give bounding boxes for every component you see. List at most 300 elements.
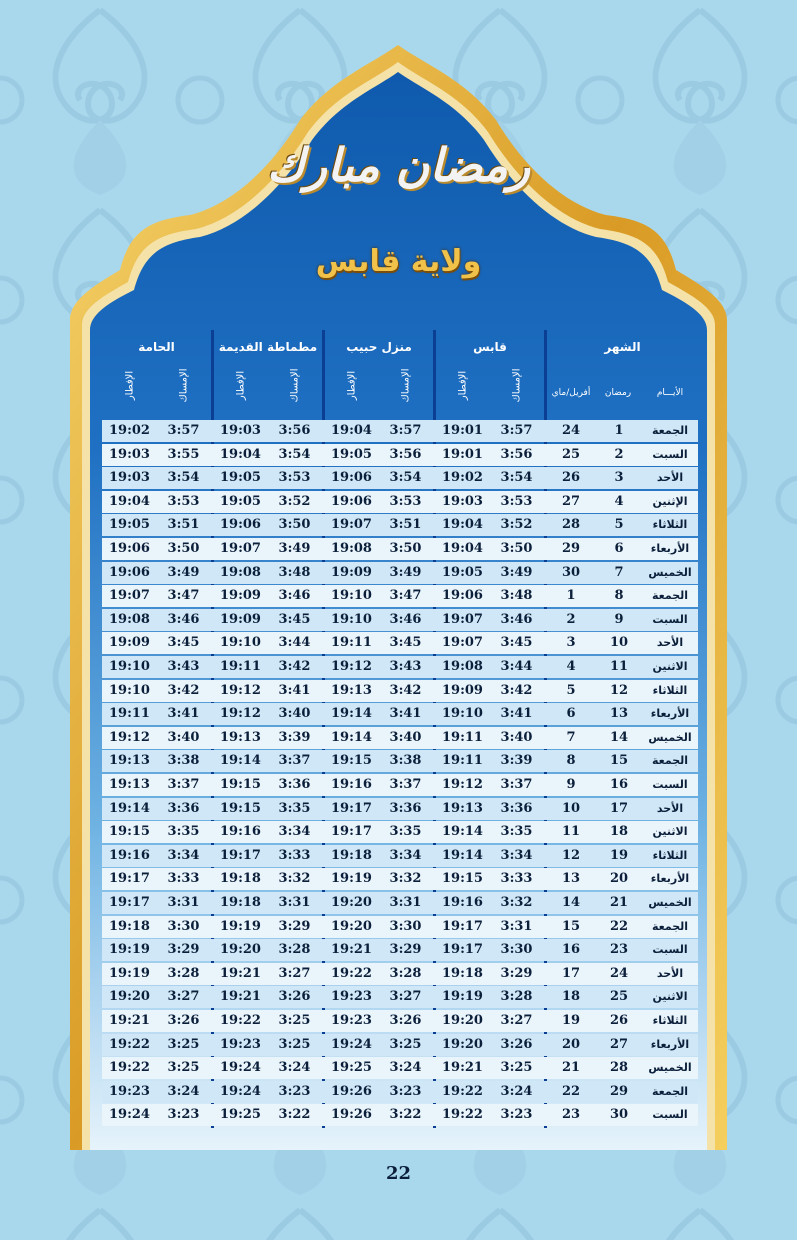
imsak-time: 3:24 (389, 1060, 422, 1076)
iftar-time: 19:07 (442, 611, 483, 627)
table-row (102, 491, 698, 513)
ramadan-day: 18 (609, 824, 629, 840)
prayer-times-table (102, 330, 698, 1128)
iftar-time: 19:14 (331, 706, 372, 722)
iftar-time: 19:05 (109, 517, 150, 533)
imsak-time: 3:56 (278, 423, 311, 438)
iftar-time: 19:21 (220, 989, 261, 1005)
iftar-time: 19:25 (331, 1060, 372, 1076)
imsak-time: 3:26 (389, 1013, 422, 1028)
weekday-name: الجمعة (651, 754, 689, 768)
header-iftar: الإفطار (124, 370, 136, 401)
ramadan-day: 21 (609, 895, 629, 910)
iftar-time: 19:12 (442, 777, 483, 792)
imsak-time: 3:29 (500, 965, 533, 981)
gregorian-day: 5 (566, 682, 576, 698)
iftar-time: 19:15 (109, 824, 150, 840)
imsak-time: 3:23 (278, 1083, 311, 1099)
table-row (102, 1081, 698, 1103)
weekday-name: الاثنين (652, 825, 688, 839)
imsak-time: 3:45 (389, 635, 422, 651)
imsak-time: 3:54 (389, 470, 422, 486)
iftar-time: 19:19 (109, 942, 150, 958)
iftar-time: 19:06 (109, 564, 150, 580)
imsak-time: 3:28 (278, 942, 311, 958)
weekday-name: الجمعة (651, 1084, 689, 1098)
iftar-time: 19:24 (220, 1083, 261, 1099)
imsak-time: 3:26 (167, 1013, 200, 1028)
gregorian-day: 29 (561, 541, 581, 556)
imsak-time: 3:43 (389, 659, 422, 674)
iftar-time: 19:05 (331, 446, 372, 462)
header-city-2: منزل حبيب (346, 340, 412, 354)
table-row (102, 632, 698, 654)
imsak-time: 3:51 (167, 517, 200, 533)
iftar-time: 19:11 (220, 659, 261, 674)
gregorian-day: 15 (561, 918, 581, 934)
header-imsak: الإمساك (178, 368, 190, 403)
table-row (102, 1104, 698, 1126)
header-days: الأيـــام (656, 388, 684, 398)
imsak-time: 3:37 (278, 753, 311, 769)
imsak-time: 3:32 (389, 871, 422, 887)
table-row (102, 798, 698, 820)
imsak-time: 3:43 (167, 659, 200, 674)
gregorian-day: 12 (561, 847, 581, 863)
imsak-time: 3:25 (167, 1060, 200, 1076)
table-row (102, 750, 698, 772)
iftar-time: 19:12 (220, 706, 261, 722)
weekday-name: الخميس (648, 1061, 692, 1075)
ramadan-day: 12 (609, 682, 629, 698)
iftar-time: 19:09 (220, 588, 261, 604)
iftar-time: 19:20 (220, 942, 261, 958)
iftar-time: 19:18 (109, 918, 150, 934)
iftar-time: 19:01 (442, 446, 483, 462)
imsak-time: 3:37 (167, 777, 200, 792)
iftar-time: 19:18 (220, 871, 261, 887)
iftar-time: 19:04 (109, 493, 150, 509)
imsak-time: 3:23 (389, 1083, 422, 1099)
table-row (102, 444, 698, 466)
gregorian-day: 20 (561, 1036, 581, 1052)
imsak-time: 3:25 (278, 1013, 311, 1028)
iftar-time: 19:17 (442, 918, 483, 934)
iftar-time: 19:11 (442, 753, 483, 769)
ramadan-day: 5 (614, 517, 624, 533)
gregorian-day: 25 (561, 446, 581, 462)
iftar-time: 19:19 (220, 918, 261, 934)
imsak-time: 3:42 (500, 682, 533, 698)
imsak-time: 3:56 (389, 446, 422, 462)
iftar-time: 19:01 (442, 423, 483, 438)
iftar-time: 19:09 (331, 564, 372, 580)
imsak-time: 3:48 (500, 588, 533, 604)
iftar-time: 19:13 (109, 753, 150, 769)
iftar-time: 19:08 (331, 541, 372, 556)
iftar-time: 19:10 (331, 611, 372, 627)
ramadan-day: 15 (609, 753, 629, 769)
iftar-time: 19:19 (331, 871, 372, 887)
imsak-time: 3:38 (167, 753, 200, 769)
imsak-time: 3:37 (500, 777, 533, 792)
header-row-cities (102, 340, 698, 364)
imsak-time: 3:47 (389, 588, 422, 604)
iftar-time: 19:16 (442, 895, 483, 910)
weekday-name: الاثنين (652, 660, 688, 673)
imsak-time: 3:41 (278, 682, 311, 698)
weekday-name: الجمعة (651, 589, 689, 603)
ramadan-day: 2 (614, 446, 624, 462)
iftar-time: 19:23 (331, 1013, 372, 1028)
imsak-time: 3:45 (278, 611, 311, 627)
table-row (102, 703, 698, 725)
iftar-time: 19:26 (331, 1107, 372, 1123)
iftar-time: 19:13 (442, 800, 483, 816)
iftar-time: 19:20 (109, 989, 150, 1005)
table-row (102, 585, 698, 607)
imsak-time: 3:41 (500, 706, 533, 722)
ramadan-day: 3 (614, 470, 624, 486)
imsak-time: 3:25 (389, 1036, 422, 1052)
gregorian-day: 17 (561, 965, 581, 981)
iftar-time: 19:03 (109, 446, 150, 462)
imsak-time: 3:33 (500, 871, 533, 887)
iftar-time: 19:12 (220, 682, 261, 698)
iftar-time: 19:17 (109, 895, 150, 910)
iftar-time: 19:14 (109, 800, 150, 816)
imsak-time: 3:57 (500, 423, 533, 438)
imsak-time: 3:53 (167, 493, 200, 509)
imsak-time: 3:27 (278, 965, 311, 981)
iftar-time: 19:06 (220, 517, 261, 533)
iftar-time: 19:21 (220, 965, 261, 981)
imsak-time: 3:23 (500, 1107, 533, 1123)
iftar-time: 19:14 (442, 847, 483, 863)
ramadan-day: 17 (609, 800, 629, 816)
weekday-name: الإثنين (652, 494, 688, 508)
imsak-time: 3:28 (500, 989, 533, 1005)
table-row (102, 656, 698, 678)
weekday-name: السبت (652, 612, 688, 626)
table-row (102, 868, 698, 890)
table-row (102, 821, 698, 843)
imsak-time: 3:53 (500, 493, 533, 509)
imsak-time: 3:49 (167, 564, 200, 580)
imsak-time: 3:40 (167, 729, 200, 745)
iftar-time: 19:18 (442, 965, 483, 981)
ramadan-day: 20 (609, 871, 629, 887)
iftar-time: 19:04 (220, 446, 261, 462)
iftar-time: 19:11 (109, 706, 150, 722)
iftar-time: 19:10 (331, 588, 372, 604)
gregorian-day: 27 (561, 493, 581, 509)
iftar-time: 19:15 (220, 777, 261, 792)
imsak-time: 3:57 (389, 423, 422, 438)
iftar-time: 19:12 (331, 659, 372, 674)
imsak-time: 3:49 (500, 564, 533, 580)
iftar-time: 19:21 (109, 1013, 150, 1028)
imsak-time: 3:25 (278, 1036, 311, 1052)
ramadan-mubarak-calligraphy: رمضان مبارك (266, 138, 531, 192)
iftar-time: 19:20 (442, 1036, 483, 1052)
imsak-time: 3:36 (500, 800, 533, 816)
weekday-name: الأحد (656, 801, 684, 815)
ramadan-day: 13 (609, 706, 629, 722)
iftar-time: 19:18 (331, 847, 372, 863)
ramadan-day: 22 (609, 918, 629, 934)
imsak-time: 3:29 (278, 918, 311, 934)
weekday-name: الثلاثاء (652, 848, 688, 862)
iftar-time: 19:06 (331, 493, 372, 509)
gregorian-day: 2 (566, 611, 576, 627)
page-title: ولاية قابس (315, 244, 482, 279)
gregorian-day: 6 (566, 706, 576, 722)
imsak-time: 3:38 (389, 753, 422, 769)
weekday-name: الثلاثاء (652, 683, 688, 697)
ramadan-day: 1 (614, 423, 624, 438)
iftar-time: 19:05 (220, 470, 261, 486)
weekday-name: السبت (652, 943, 688, 957)
weekday-name: السبت (652, 447, 688, 461)
table-row (102, 1010, 698, 1032)
imsak-time: 3:46 (278, 588, 311, 604)
header-imsak: الإمساك (511, 368, 523, 403)
iftar-time: 19:22 (109, 1060, 150, 1076)
iftar-time: 19:15 (442, 871, 483, 887)
imsak-time: 3:56 (500, 446, 533, 462)
imsak-time: 3:35 (389, 824, 422, 840)
imsak-time: 3:42 (278, 659, 311, 674)
weekday-name: الاثنين (652, 990, 688, 1004)
imsak-time: 3:45 (167, 635, 200, 651)
imsak-time: 3:25 (500, 1060, 533, 1076)
ramadan-day: 4 (614, 493, 624, 509)
imsak-time: 3:33 (167, 871, 200, 887)
table-row (102, 963, 698, 985)
gregorian-day: 22 (561, 1083, 581, 1099)
ramadan-day: 28 (609, 1060, 629, 1076)
imsak-time: 3:31 (389, 895, 422, 910)
ramadan-day: 14 (609, 729, 629, 745)
iftar-time: 19:09 (442, 682, 483, 698)
imsak-time: 3:54 (167, 470, 200, 486)
imsak-time: 3:40 (389, 729, 422, 745)
weekday-name: الجمعة (651, 424, 689, 437)
iftar-time: 19:20 (331, 918, 372, 934)
iftar-time: 19:21 (331, 942, 372, 958)
table-row (102, 986, 698, 1008)
table-row (102, 680, 698, 702)
iftar-time: 19:10 (109, 682, 150, 698)
imsak-time: 3:37 (389, 777, 422, 792)
iftar-time: 19:16 (220, 824, 261, 840)
imsak-time: 3:27 (167, 989, 200, 1005)
iftar-time: 19:09 (220, 611, 261, 627)
imsak-time: 3:42 (389, 682, 422, 698)
imsak-time: 3:52 (278, 493, 311, 509)
imsak-time: 3:24 (500, 1083, 533, 1099)
table-row (102, 538, 698, 560)
iftar-time: 19:16 (109, 847, 150, 863)
iftar-time: 19:11 (331, 635, 372, 651)
header-iftar: الإفطار (346, 370, 358, 401)
table-row (102, 1057, 698, 1079)
imsak-time: 3:34 (278, 824, 311, 840)
iftar-time: 19:23 (220, 1036, 261, 1052)
gregorian-day: 11 (561, 824, 581, 840)
iftar-time: 19:25 (220, 1107, 261, 1123)
table-row (102, 1034, 698, 1056)
gregorian-day: 1 (566, 588, 576, 604)
iftar-time: 19:06 (331, 470, 372, 486)
iftar-time: 19:02 (442, 470, 483, 486)
gregorian-day: 30 (561, 564, 581, 580)
imsak-time: 3:32 (500, 895, 533, 910)
table-row (102, 845, 698, 867)
ramadan-day: 30 (609, 1107, 629, 1123)
imsak-time: 3:52 (500, 517, 533, 533)
imsak-time: 3:36 (278, 777, 311, 792)
table-row (102, 939, 698, 961)
imsak-time: 3:22 (278, 1107, 311, 1123)
imsak-time: 3:28 (167, 965, 200, 981)
iftar-time: 19:10 (109, 659, 150, 674)
iftar-time: 19:07 (442, 635, 483, 651)
iftar-time: 19:23 (109, 1083, 150, 1099)
iftar-time: 19:14 (442, 824, 483, 840)
imsak-time: 3:50 (167, 541, 200, 556)
imsak-time: 3:35 (500, 824, 533, 840)
imsak-time: 3:48 (278, 564, 311, 580)
iftar-time: 19:20 (442, 1013, 483, 1028)
ramadan-day: 6 (614, 541, 624, 556)
iftar-time: 19:26 (331, 1083, 372, 1099)
gregorian-day: 26 (561, 470, 581, 486)
imsak-time: 3:36 (167, 800, 200, 816)
imsak-time: 3:50 (389, 541, 422, 556)
imsak-time: 3:31 (278, 895, 311, 910)
iftar-time: 19:21 (442, 1060, 483, 1076)
gregorian-day: 4 (566, 659, 576, 674)
gregorian-day: 14 (561, 895, 581, 910)
iftar-time: 19:17 (331, 800, 372, 816)
weekday-name: الخميس (648, 730, 692, 744)
ramadan-day: 26 (609, 1013, 629, 1028)
ramadan-day: 7 (614, 564, 624, 580)
iftar-time: 19:09 (109, 635, 150, 651)
imsak-time: 3:53 (389, 493, 422, 509)
table-row (102, 916, 698, 938)
iftar-time: 19:22 (442, 1107, 483, 1123)
iftar-time: 19:08 (220, 564, 261, 580)
iftar-time: 19:07 (331, 517, 372, 533)
iftar-time: 19:05 (220, 493, 261, 509)
header-iftar: الإفطار (235, 370, 247, 401)
header-imsak: الإمساك (289, 368, 301, 403)
imsak-time: 3:55 (167, 446, 200, 462)
iftar-time: 19:03 (109, 470, 150, 486)
imsak-time: 3:25 (167, 1036, 200, 1052)
imsak-time: 3:31 (500, 918, 533, 934)
iftar-time: 19:24 (109, 1107, 150, 1123)
imsak-time: 3:41 (389, 706, 422, 722)
page-number: 22 (385, 1163, 412, 1184)
weekday-name: الأربعاء (650, 707, 690, 721)
table-row (102, 727, 698, 749)
weekday-name: الأحد (656, 636, 684, 650)
imsak-time: 3:26 (500, 1036, 533, 1052)
gregorian-day: 19 (561, 1013, 581, 1028)
imsak-time: 3:53 (278, 470, 311, 486)
iftar-time: 19:12 (109, 729, 150, 745)
table-row (102, 514, 698, 536)
imsak-time: 3:35 (167, 824, 200, 840)
imsak-time: 3:41 (167, 706, 200, 722)
iftar-time: 19:24 (331, 1036, 372, 1052)
iftar-time: 19:17 (109, 871, 150, 887)
imsak-time: 3:33 (278, 847, 311, 863)
imsak-time: 3:54 (278, 446, 311, 462)
iftar-time: 19:08 (109, 611, 150, 627)
table-row (102, 774, 698, 796)
iftar-time: 19:19 (109, 965, 150, 981)
iftar-time: 19:17 (220, 847, 261, 863)
gregorian-day: 8 (566, 753, 576, 769)
imsak-time: 3:22 (389, 1107, 422, 1123)
imsak-time: 3:24 (167, 1083, 200, 1099)
weekday-name: الثلاثاء (652, 1014, 688, 1027)
imsak-time: 3:57 (167, 423, 200, 438)
ramadan-day: 11 (609, 659, 629, 674)
iftar-time: 19:13 (220, 729, 261, 745)
imsak-time: 3:36 (389, 800, 422, 816)
weekday-name: الأربعاء (650, 872, 690, 886)
iftar-time: 19:02 (109, 423, 150, 438)
imsak-time: 3:54 (500, 470, 533, 486)
table-row (102, 609, 698, 631)
iftar-time: 19:03 (220, 423, 261, 438)
imsak-time: 3:49 (389, 564, 422, 580)
imsak-time: 3:40 (278, 706, 311, 722)
weekday-name: السبت (652, 1108, 688, 1122)
table-row (102, 892, 698, 914)
iftar-time: 19:11 (442, 729, 483, 745)
header-ramadan: رمضان (604, 388, 632, 398)
iftar-time: 19:15 (220, 800, 261, 816)
table-row (102, 467, 698, 489)
imsak-time: 3:50 (278, 517, 311, 533)
iftar-time: 19:13 (331, 682, 372, 698)
header-iftar: الإفطار (457, 370, 469, 401)
gregorian-day: 28 (561, 517, 581, 533)
gregorian-day: 21 (561, 1060, 581, 1076)
gregorian-day: 7 (566, 729, 576, 745)
imsak-time: 3:39 (278, 729, 311, 745)
imsak-time: 3:27 (500, 1013, 533, 1028)
table-row (102, 562, 698, 584)
imsak-time: 3:24 (278, 1060, 311, 1076)
weekday-name: الجمعة (651, 919, 689, 933)
gregorian-day: 16 (561, 942, 581, 958)
weekday-name: الأربعاء (650, 542, 690, 555)
imsak-time: 3:49 (278, 541, 311, 556)
imsak-time: 3:34 (167, 847, 200, 863)
weekday-name: الثلاثاء (652, 518, 688, 532)
imsak-time: 3:30 (389, 918, 422, 934)
imsak-time: 3:27 (389, 989, 422, 1005)
iftar-time: 19:22 (442, 1083, 483, 1099)
